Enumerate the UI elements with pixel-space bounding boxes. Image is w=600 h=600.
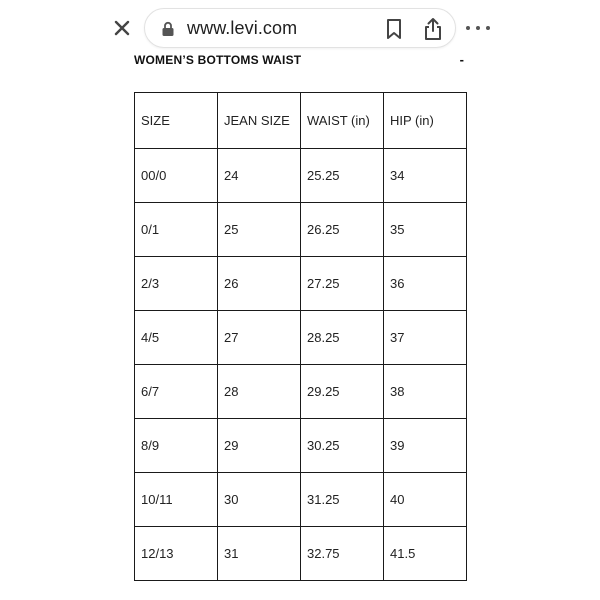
header-hip: HIP (in) xyxy=(384,93,467,149)
cell-jean-size: 26 xyxy=(218,257,301,311)
cell-hip: 39 xyxy=(384,419,467,473)
cell-size: 10/11 xyxy=(135,473,218,527)
cell-hip: 37 xyxy=(384,311,467,365)
cell-waist: 28.25 xyxy=(301,311,384,365)
header-size: SIZE xyxy=(135,93,218,149)
table-row xyxy=(135,419,467,473)
cell-waist: 30.25 xyxy=(301,419,384,473)
cell-waist: 27.25 xyxy=(301,257,384,311)
cell-waist: 29.25 xyxy=(301,365,384,419)
cell-size: 8/9 xyxy=(135,419,218,473)
cell-jean-size: 24 xyxy=(218,149,301,203)
collapse-toggle[interactable]: - xyxy=(459,52,464,67)
cell-jean-size: 28 xyxy=(218,365,301,419)
more-icon-dot xyxy=(476,26,480,30)
more-options-button[interactable] xyxy=(466,18,490,38)
table-row xyxy=(135,473,467,527)
table-row xyxy=(135,365,467,419)
cell-hip: 34 xyxy=(384,149,467,203)
cell-size: 4/5 xyxy=(135,311,218,365)
table-row xyxy=(135,311,467,365)
cell-size: 2/3 xyxy=(135,257,218,311)
bookmark-icon[interactable] xyxy=(385,18,403,40)
more-icon-dot xyxy=(466,26,470,30)
cell-size: 12/13 xyxy=(135,527,218,581)
more-icon-dot xyxy=(486,26,490,30)
cell-waist: 26.25 xyxy=(301,203,384,257)
cell-hip: 38 xyxy=(384,365,467,419)
header-jean-size: JEAN SIZE xyxy=(218,93,301,149)
address-bar[interactable] xyxy=(144,8,456,48)
cell-hip: 36 xyxy=(384,257,467,311)
table-row xyxy=(135,203,467,257)
cell-waist: 32.75 xyxy=(301,527,384,581)
close-button[interactable] xyxy=(110,16,134,40)
cell-jean-size: 29 xyxy=(218,419,301,473)
cell-size: 0/1 xyxy=(135,203,218,257)
cell-hip: 35 xyxy=(384,203,467,257)
cell-size: 6/7 xyxy=(135,365,218,419)
browser-toolbar xyxy=(0,0,600,56)
cell-waist: 31.25 xyxy=(301,473,384,527)
cell-hip: 41.5 xyxy=(384,527,467,581)
cell-jean-size: 25 xyxy=(218,203,301,257)
url-text: www.levi.com xyxy=(187,18,298,38)
table-header-row xyxy=(135,93,467,149)
cell-jean-size: 27 xyxy=(218,311,301,365)
table-row xyxy=(135,527,467,581)
cell-waist: 25.25 xyxy=(301,149,384,203)
header-waist: WAIST (in) xyxy=(301,93,384,149)
close-icon xyxy=(114,20,130,36)
cell-jean-size: 31 xyxy=(218,527,301,581)
table-row xyxy=(135,257,467,311)
section-title: WOMEN’S BOTTOMS WAIST xyxy=(134,53,302,67)
cell-hip: 40 xyxy=(384,473,467,527)
lock-icon xyxy=(161,21,175,37)
cell-jean-size: 30 xyxy=(218,473,301,527)
size-chart-section-header[interactable] xyxy=(134,53,464,71)
table-row xyxy=(135,149,467,203)
share-icon[interactable] xyxy=(423,17,443,41)
cell-size: 00/0 xyxy=(135,149,218,203)
size-chart-table xyxy=(134,92,467,581)
